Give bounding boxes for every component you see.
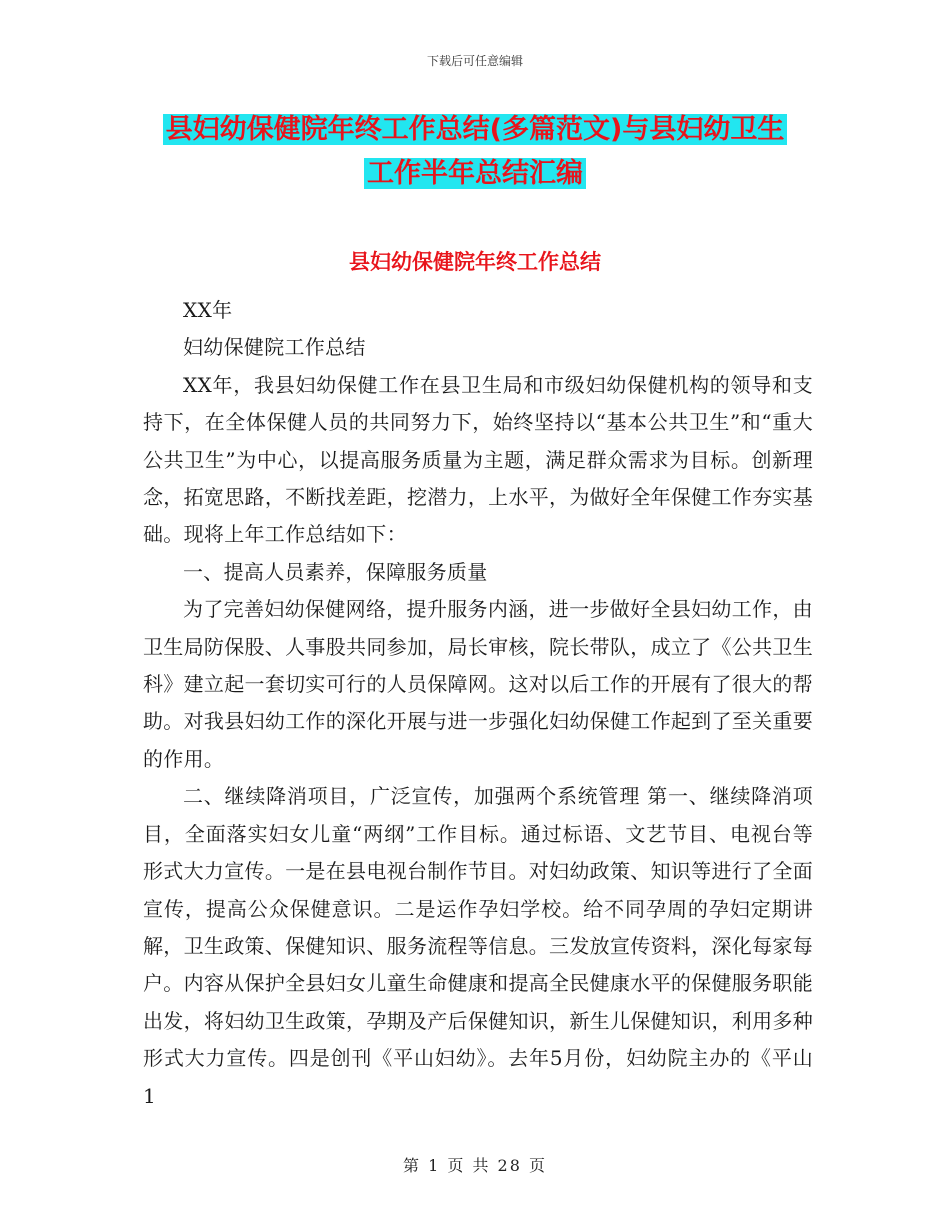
paragraph-year: XX年 [183, 298, 233, 322]
title-highlight: 工作半年总结汇编 [364, 158, 586, 189]
page-footer: 第 1 页 共 28 页 [403, 1156, 547, 1175]
section-title: 县妇幼保健院年终工作总结 [349, 250, 601, 274]
paragraph-heading: 妇幼保健院工作总结 [183, 335, 366, 360]
document-title-line-2 [140, 152, 810, 196]
document-title-line-1 [140, 108, 810, 152]
paragraph-section-1-heading: 一、提高人员素养，保障服务质量 [183, 559, 488, 584]
paragraph-section-1-body: 为了完善妇幼保健网络，提升服务内涵，进一步做好全县妇幼工作，由卫生局防保股、人事股共同参加，局长审核，院长带队，成立了《公共卫生科》建立起一套切实可行的人员保障网。这对以后工作的开展有了很大的帮助。对我县妇幼工作的深化开展与进一步强化妇幼保健工作起到了至关重要的作用。 [143, 597, 813, 771]
document-body [143, 292, 813, 1115]
title-highlight: 县妇幼保健院年终工作总结(多篇范文)与县妇幼卫生 [163, 114, 788, 145]
header-note: 下载后可任意编辑 [426, 54, 523, 68]
paragraph-section-2: 二、继续降消项目，广泛宣传，加强两个系统管理 第一、继续降消项目，全面落实妇女儿童“两纲”工作目标。通过标语、文艺节目、电视台等形式大力宣传。一是在县电视台制作节目。对妇幼政策、知识等进行了全面宣传，提高公众保健意识。二是运作孕妇学校。给不同孕周的孕妇定期讲解，卫生政策、保健知识、服务流程等信息。三发放宣传资料，深化每家每户。内容从保护全县妇女儿童生命健康和提高全民健康水平的保健服务职能出发，将妇幼卫生政策，孕期及产后保健知识，新生儿保健知识，利用多种形式大力宣传。四是创刊《平山妇幼》。去年5月份，妇幼院主办的《平山 1 [143, 784, 813, 1108]
paragraph-intro: XX年，我县妇幼保健工作在县卫生局和市级妇幼保健机构的领导和支持下，在全体保健人员的共同努力下，始终坚持以“基本公共卫生”和“重大公共卫生”为中心，以提高服务质量为主题，满足群众需求为目标。创新理念，拓宽思路，不断找差距，挖潜力，上水平，为做好全年保健工作夯实基础。现将上年工作总结如下： [143, 372, 813, 547]
